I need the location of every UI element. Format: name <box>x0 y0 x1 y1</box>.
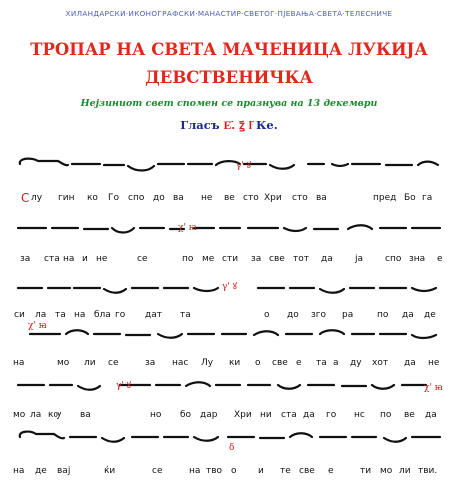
lyric-syllable: на <box>13 466 25 476</box>
lyrics-row-3 <box>0 310 458 322</box>
lyric-syllable: зго <box>311 310 327 320</box>
lyric-syllable: се <box>152 466 163 476</box>
lyric-syllable: на <box>63 254 75 264</box>
lyric-syllable: спо <box>128 193 145 203</box>
lyric-syllable: хот <box>372 358 389 368</box>
lyric-syllable: за <box>20 254 31 264</box>
lyric-syllable: а <box>333 358 339 368</box>
lyric-syllable: е <box>437 254 443 264</box>
lyric-syllable: та <box>55 310 66 320</box>
lyric-syllable: по <box>182 254 194 264</box>
lyric-syllable: ра <box>342 310 354 320</box>
lyric-syllable: та <box>180 310 191 320</box>
lyrics-row-6 <box>0 466 458 478</box>
lyric-syllable: нс <box>354 410 365 420</box>
lyric-syllable: ја <box>355 254 364 264</box>
lyric-syllable: да <box>404 358 416 368</box>
lyric-syllable: све <box>269 254 285 264</box>
lyric-syllable: ќи <box>104 466 116 476</box>
lyric-syllable: си <box>14 310 25 320</box>
lyric-syllable: и <box>82 254 88 264</box>
glas-line <box>0 118 458 133</box>
lyric-syllable: тви. <box>418 466 438 476</box>
lyric-syllable: се <box>108 358 119 368</box>
lyric-syllable: га <box>422 193 433 203</box>
lyric-syllable: тот <box>293 254 309 264</box>
lyric-syllable: ни <box>260 410 272 420</box>
neume-staff-row-6 <box>8 425 448 455</box>
lyrics-row-1 <box>0 193 458 205</box>
neume-staff-row-2 <box>8 216 448 246</box>
lyric-syllable: све <box>299 466 315 476</box>
lyric-syllable: сто <box>292 193 308 203</box>
lyric-syllable: вај <box>57 466 71 476</box>
lyric-syllable: да <box>321 254 333 264</box>
lyric-syllable: о <box>255 358 261 368</box>
subtitle: Нејзиниот свет спомен се празнува на 13 декември <box>80 98 378 109</box>
lyric-syllable: бла <box>94 310 111 320</box>
lyric-syllable: и <box>258 466 264 476</box>
glas-label: Гласъ <box>180 118 220 132</box>
lyric-syllable: спо <box>385 254 402 264</box>
lyric-syllable: ме <box>202 254 215 264</box>
neume-staff-row-4 <box>8 322 448 352</box>
lyric-syllable: кѹ <box>48 410 62 420</box>
lyric-syllable: ли <box>399 466 411 476</box>
lyric-syllable: Бо <box>404 193 416 203</box>
lyric-syllable: ли <box>84 358 96 368</box>
glas-martyria: ꙁ҃ ӏ҃ <box>239 118 252 132</box>
martyria-sign: χ' ꙗ <box>424 383 443 393</box>
lyric-syllable: за <box>251 254 262 264</box>
lyric-syllable: на <box>74 310 86 320</box>
lyric-syllable: на <box>189 466 201 476</box>
lyric-syllable: ва <box>80 410 91 420</box>
lyric-syllable: ла <box>35 310 47 320</box>
lyric-syllable: ве <box>404 410 415 420</box>
lyric-syllable: С <box>21 191 30 205</box>
lyric-syllable: де <box>35 466 47 476</box>
glas-number: Е҃. <box>223 118 236 132</box>
lyric-syllable: те <box>280 466 291 476</box>
lyric-syllable: ва <box>316 193 327 203</box>
lyric-syllable: ста <box>44 254 60 264</box>
lyric-syllable: до <box>287 310 299 320</box>
lyric-syllable: е <box>296 358 302 368</box>
lyric-syllable: ки <box>229 358 241 368</box>
martyria-sign: χ' ꙗ <box>178 223 197 233</box>
neume-staff-row-5 <box>8 373 448 403</box>
lyric-syllable: пред <box>373 193 397 203</box>
page-title: ТРОПАР НА СВЕТА МАЧЕНИЦА ЛУКИЈА <box>30 40 428 59</box>
lyric-syllable: ти <box>360 466 372 476</box>
lyric-syllable: о <box>264 310 270 320</box>
lyric-syllable: мо <box>13 410 26 420</box>
neume-staff-row-1 <box>8 152 448 182</box>
lyric-syllable: дар <box>200 410 218 420</box>
martyria-sign: δ <box>229 443 235 453</box>
lyric-syllable: ко <box>87 193 98 203</box>
lyric-syllable: гин <box>58 193 75 203</box>
lyric-syllable: не <box>428 358 440 368</box>
lyric-syllable: мо <box>380 466 393 476</box>
martyria-sign: γ' ꙋ <box>116 381 131 391</box>
lyric-syllable: да <box>402 310 414 320</box>
lyric-syllable: та <box>316 358 327 368</box>
lyric-syllable: ду <box>350 358 362 368</box>
lyrics-row-4 <box>0 358 458 370</box>
lyric-syllable: мо <box>57 358 70 368</box>
lyric-syllable: ве <box>224 193 235 203</box>
lyric-syllable: не <box>96 254 108 264</box>
lyric-syllable: о <box>231 466 237 476</box>
lyric-syllable: де <box>424 310 436 320</box>
lyric-syllable: ва <box>173 193 184 203</box>
lyric-syllable: нас <box>172 358 189 368</box>
lyric-syllable: Хри <box>264 193 282 203</box>
lyric-syllable: по <box>377 310 389 320</box>
lyric-syllable: за <box>145 358 156 368</box>
martyria-sign: γ' ꙋ <box>222 282 237 292</box>
lyric-syllable: ла <box>30 410 42 420</box>
lyric-syllable: не <box>201 193 213 203</box>
page-title-line2: ДЕВСТВЕНИЧКА <box>145 68 313 87</box>
lyric-syllable: ста <box>281 410 297 420</box>
martyria-sign: χ' ꙗ <box>28 321 47 331</box>
lyric-syllable: го <box>115 310 126 320</box>
lyric-syllable: Го <box>108 193 119 203</box>
lyric-syllable: Лу <box>201 358 214 368</box>
lyric-syllable: до <box>153 193 165 203</box>
lyric-syllable: бо <box>180 410 192 420</box>
lyric-syllable: Хри <box>234 410 252 420</box>
lyric-syllable: го <box>326 410 337 420</box>
lyric-syllable: по <box>380 410 392 420</box>
martyria-sign: γ' ꙋ <box>236 161 251 171</box>
lyric-syllable: но <box>150 410 162 420</box>
lyric-syllable: сти <box>222 254 239 264</box>
lyric-syllable: дат <box>145 310 162 320</box>
lyric-syllable: на <box>13 358 25 368</box>
lyric-syllable: тво <box>206 466 223 476</box>
lyric-syllable: све <box>272 358 288 368</box>
banner-text: ХИЛАНДАРСКИ·ИКОНОГРАФСКИ·МАНАСТИР·СВЕТОГ·ПЈЕВАЊА·СВЕТА·ТЕЛЕСНИЧЕ <box>65 9 393 18</box>
lyric-syllable: да <box>303 410 315 420</box>
lyric-syllable: зна <box>409 254 426 264</box>
lyric-syllable: е <box>328 466 334 476</box>
lyrics-row-5 <box>0 410 458 422</box>
lyric-syllable: сто <box>243 193 259 203</box>
lyric-syllable: лу <box>31 193 43 203</box>
lyrics-row-2 <box>0 254 458 266</box>
glas-tone: Ке. <box>255 118 278 132</box>
lyric-syllable: се <box>137 254 148 264</box>
lyric-syllable: да <box>425 410 437 420</box>
